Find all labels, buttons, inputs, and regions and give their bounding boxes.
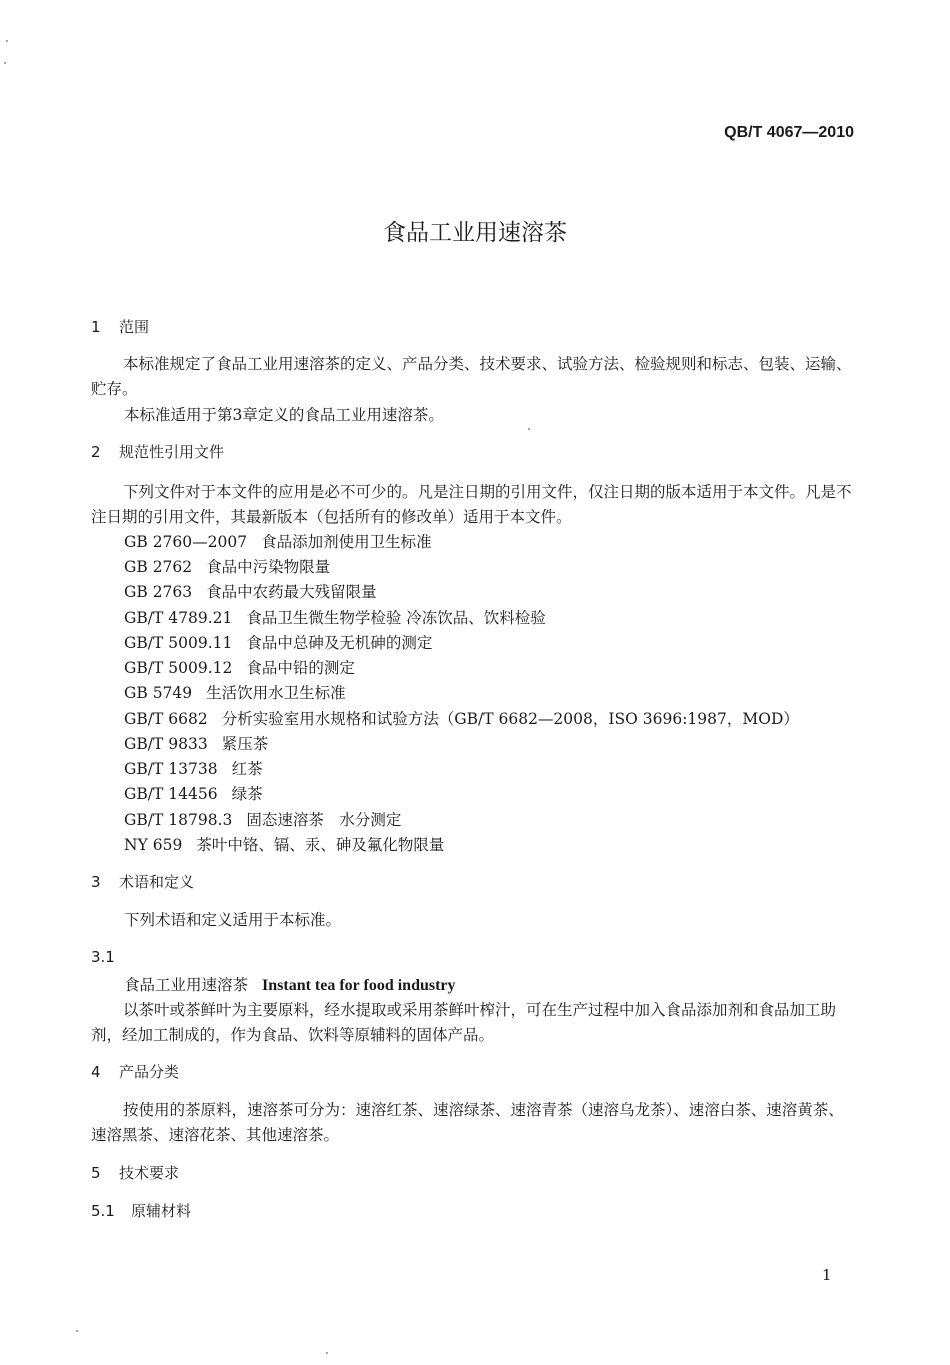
scan-speck	[326, 1352, 328, 1354]
reference-title: 食品中农药最大残留限量	[206, 583, 377, 601]
reference-item	[124, 631, 432, 653]
reference-code: NY 659	[124, 836, 183, 854]
section-number: 2	[91, 443, 101, 461]
term-definition: 以茶叶或茶鲜叶为主要原料，经水提取或采用茶鲜叶榨汁，可在生产过程中加入食品添加剂和食品加工助剂，经加工制成的，作为食品、饮料等原辅料的固体产品。	[91, 1001, 837, 1044]
section-5-heading	[91, 1162, 179, 1183]
document-title: 食品工业用速溶茶	[383, 220, 567, 246]
reference-code: GB/T 9833	[124, 735, 208, 753]
section-title: 范围	[119, 318, 150, 336]
reference-item	[124, 555, 330, 577]
term-entry	[124, 973, 456, 995]
scan-speck	[528, 428, 530, 430]
reference-code: GB/T 14456	[124, 785, 218, 803]
page-number: 1	[822, 1266, 832, 1284]
reference-title: 固态速溶茶 水分测定	[246, 811, 402, 829]
reference-title: 分析实验室用水规格和试验方法（GB/T 6682—2008，ISO 3696:1987，MOD）	[221, 710, 799, 728]
term-chinese: 食品工业用速溶茶	[124, 976, 249, 994]
section-number: 5	[91, 1164, 101, 1182]
reference-code: GB/T 6682	[124, 710, 208, 728]
section-2-paragraph-1: 下列文件对于本文件的应用是必不可少的。凡是注日期的引用文件，仅注日期的版本适用于本文件。凡是不注日期的引用文件，其最新版本（包括所有的修改单）适用于本文件。	[91, 483, 852, 526]
reference-code: GB 2760—2007	[124, 533, 248, 551]
reference-code: GB/T 5009.12	[124, 659, 233, 677]
section-title: 规范性引用文件	[119, 443, 225, 461]
section-4-heading	[91, 1061, 179, 1082]
reference-code: GB/T 18798.3	[124, 811, 233, 829]
reference-item	[124, 681, 346, 703]
section-2-heading	[91, 441, 224, 462]
scan-speck	[6, 40, 8, 42]
section-title: 产品分类	[119, 1063, 180, 1081]
scan-speck	[4, 62, 6, 64]
section-3-heading	[91, 871, 194, 892]
reference-item	[124, 782, 263, 804]
reference-item	[124, 732, 268, 754]
scan-speck	[76, 1330, 78, 1332]
reference-code: GB 5749	[124, 684, 193, 702]
section-title: 术语和定义	[119, 873, 195, 891]
reference-code: GB 2763	[124, 583, 193, 601]
section-title: 技术要求	[119, 1164, 180, 1182]
reference-title: 绿茶	[231, 785, 263, 803]
section-number: 3	[91, 873, 101, 891]
section-1-paragraph-2: 本标准适用于第3章定义的食品工业用速溶茶。	[124, 406, 444, 424]
reference-title: 红茶	[231, 760, 263, 778]
standard-code: QB/T 4067—2010	[724, 124, 854, 141]
reference-item	[124, 808, 401, 830]
reference-code: GB/T 13738	[124, 760, 218, 778]
section-3-paragraph-1: 下列术语和定义适用于本标准。	[124, 911, 342, 929]
subsection-3-1-number: 3.1	[91, 948, 115, 966]
reference-title: 食品中污染物限量	[206, 558, 331, 576]
section-1-heading	[91, 316, 149, 337]
reference-title: 食品添加剂使用卫生标准	[261, 533, 432, 551]
section-1-paragraph-1: 本标准规定了食品工业用速溶茶的定义、产品分类、技术要求、试验方法、检验规则和标志、包装、运输、贮存。	[91, 355, 852, 398]
subsection-title: 原辅材料	[131, 1202, 192, 1220]
term-english: Instant tea for food industry	[262, 977, 456, 994]
reference-code: GB 2762	[124, 558, 193, 576]
reference-item	[124, 707, 799, 729]
reference-item	[124, 530, 432, 552]
reference-code: GB/T 5009.11	[124, 634, 233, 652]
section-number: 1	[91, 318, 101, 336]
section-number: 4	[91, 1063, 101, 1081]
section-4-paragraph-1: 按使用的茶原料，速溶茶可分为：速溶红茶、速溶绿茶、速溶青茶（速溶乌龙茶）、速溶白茶、速溶黄茶、速溶黑茶、速溶花茶、其他速溶茶。	[91, 1101, 844, 1144]
reference-item	[124, 757, 263, 779]
reference-title: 紧压茶	[221, 735, 269, 753]
reference-title: 食品卫生微生物学检验 冷冻饮品、饮料检验	[246, 609, 546, 627]
reference-item	[124, 656, 355, 678]
subsection-5-1-heading	[91, 1200, 191, 1221]
subsection-number: 5.1	[91, 1202, 115, 1220]
reference-code: GB/T 4789.21	[124, 609, 233, 627]
reference-title: 食品中铅的测定	[246, 659, 355, 677]
reference-item	[124, 606, 546, 628]
reference-title: 食品中总砷及无机砷的测定	[246, 634, 433, 652]
reference-item	[124, 580, 377, 602]
reference-title: 生活饮用水卫生标准	[206, 684, 346, 702]
reference-title: 茶叶中铬、镉、汞、砷及氟化物限量	[196, 836, 445, 854]
reference-item	[124, 833, 444, 855]
